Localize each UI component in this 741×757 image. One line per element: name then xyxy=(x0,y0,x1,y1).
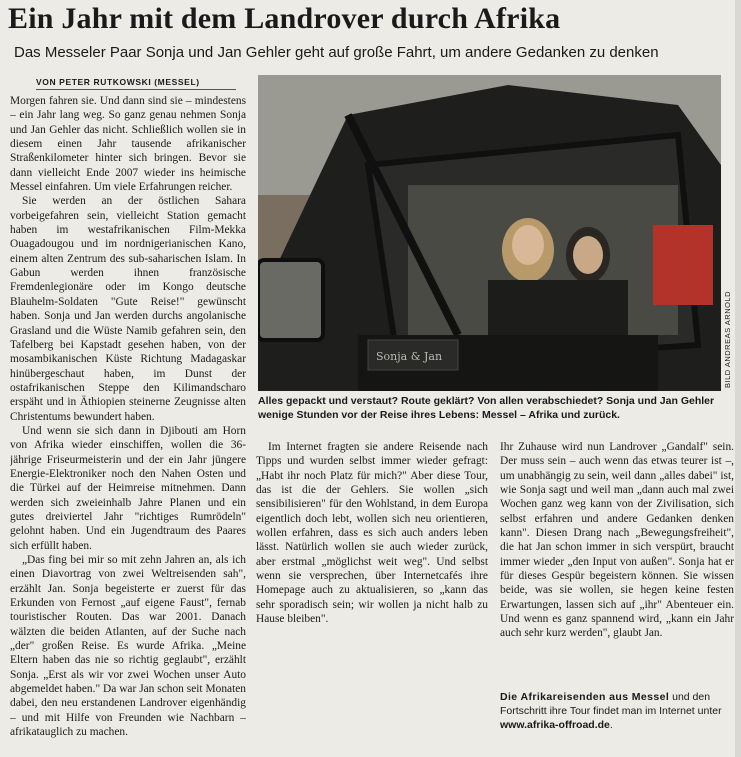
article-column-1 xyxy=(10,94,246,742)
info-label: Die Afrikareisenden aus Messel xyxy=(500,691,670,703)
door-lettering: Sonja & Jan xyxy=(376,350,443,363)
paragraph-1: Morgen fahren sie. Und dann sind sie – mindestens – ein Jahr lang weg. So ganz genau nehmen Sonja und Jan Gehler das nicht. Schließlich wollen sie in diesem einen Jahr tausende afrikanischer Straßenkilometer hinter sich bringen. Bevor sie dann vielleicht Ende 2007 wieder ins heimische Messel einfahren. Um viele Erfahrungen reicher. xyxy=(10,95,246,194)
paragraph-6: Ihr Zuhause wird nun Landrover „Gandalf" sein. Der muss sein – auch wenn das etwas teurer ist –, um unabhängig zu sein, weil dann „alles dabei" ist, wie Sonja sagt und weil man „dann auch mal zwei Wochen ganz weg kann von der Zivilisation, sich selbst erfahren und andere Gedanken denken kann". Diesen Drang nach „Bewegungsfreiheit", die hat Jan schon immer in sich verspürt, braucht immer wieder „den Input von außen". Sonja hat er für dieses Gespür begeistern können. Sie wissen beide, was sie wollen, sie hegen keine festen Erwartungen, lassen sich auf „ihr" Abenteuer ein. Und wenn es ganz spannend wird, „kann ein Jahr auch sehr kurz werden", glaubt Jan. xyxy=(500,441,734,640)
paragraph-2: Sie werden an der östlichen Sahara vorbeigefahren sein, vielleicht Station gemacht haben im westafrikanischen Film-Mekka Ouagadougou und im nordnigerianischen Kano, einem alten Zentrum des sub-saharischen Islam. In Gabun werden ihnen französische Fremdenlegionäre oder im Kongo deutsche Blauhelm-Soldaten "Gute Reise!" gewünscht haben. Sonja und Jan werden durchs angolanische Grasland und die Wüste Namib gefahren sein, den Tafelberg bei Kapstadt gesehen haben, von der mosambikanischen Küste Richtung Madagaskar hinübergeschaut haben, im Dunst der ostafrikanischen Steppe den Kilimandscharo erspäht und in Äthiopien steinerne Zeugnisse alten Christentums bewundert haben. xyxy=(10,195,246,423)
photo-landrover xyxy=(258,75,721,391)
website-link[interactable]: www.afrika-offroad.de xyxy=(500,719,610,731)
headline: Ein Jahr mit dem Landrover durch Afrika xyxy=(8,2,561,35)
subheadline: Das Messeler Paar Sonja und Jan Gehler geht auf große Fahrt, um andere Gedanken zu denken xyxy=(14,44,659,61)
info-box xyxy=(500,690,734,732)
photo-illustration xyxy=(258,75,721,391)
page-edge xyxy=(735,0,741,757)
paragraph-5: Im Internet fragten sie andere Reisende nach Tipps und wurden selbst immer wieder gefragt: „Habt ihr noch Platz für mich?" Aber diese Tour, das ist die der Gehlers. Sie wollen „sich sensibilisieren" für den Wohlstand, in dem Europa eigentlich doch lebt, wollen sich neu orientieren, wollen erfahren, dass es sich auch anders leben lässt. Natürlich wollen sie auch wieder zurück, aber erstmal „möglichst weit weg". Und selbst wenn sie versprechen, über Internetcafés ihre Homepage auch zu aktualisieren, so „kann das sehr sporadisch sein; wir wollen ja nicht halb zu Hause bleiben". xyxy=(256,441,488,626)
article-column-2 xyxy=(256,440,488,740)
photo-caption: Alles gepackt und verstaut? Route geklärt? Von allen verabschiedet? Sonja und Jan Gehler wenige Stunden vor der Reise ihres Lebens: Messel – Afrika und zurück. xyxy=(258,395,715,421)
photo-credit: BILD ANDREAS ARNOLD xyxy=(723,290,732,388)
paragraph-3: Und wenn sie sich dann in Djibouti am Horn von Afrika wieder einschiffen, wollen die 36-jährige Friseurmeisterin und der ein Jahr jüngere Energie-Elektroniker noch den Nahen Osten und die Türkei auf der Heimreise mitnehmen. Dann werden sich zweieinhalb Jahre Planen und ein gutes dreiviertel Jahr "richtiges Rumrödeln" gelohnt haben. Und ein Jugendtraum des Paares sich erfüllt haben. xyxy=(10,424,246,552)
article-column-3 xyxy=(500,440,734,680)
byline-rule xyxy=(36,89,236,90)
info-text: und den Fortschritt ihre Tour findet man im Internet unter xyxy=(500,691,722,717)
info-end: . xyxy=(609,719,613,731)
paragraph-4: „Das fing bei mir so mit zehn Jahren an, als ich einen Diavortrag von zwei Weltreisenden sah", erzählt Jan. Sonja begeisterte er zuerst für das Erkunden von Fernost „auf eigene Faust", fernab touristischer Routen. Das war 2001. Danach wälzten die beiden Atlanten, auf der Suche nach „der" großen Reise. Es wurde Afrika. „Meine Eltern haben das nie so richtig geglaubt", erzählt Sonja. „Erst als wir vor zwei Wochen unser Auto abgemeldet haben." Da war Jan schon seit Monaten dabei, den neu erstandenen Landrover eigenhändig – und mit Hilfe von Freunden wie Nachbarn – afrikatauglich zu machen. xyxy=(10,554,246,739)
byline: VON PETER RUTKOWSKI (MESSEL) xyxy=(36,77,200,87)
